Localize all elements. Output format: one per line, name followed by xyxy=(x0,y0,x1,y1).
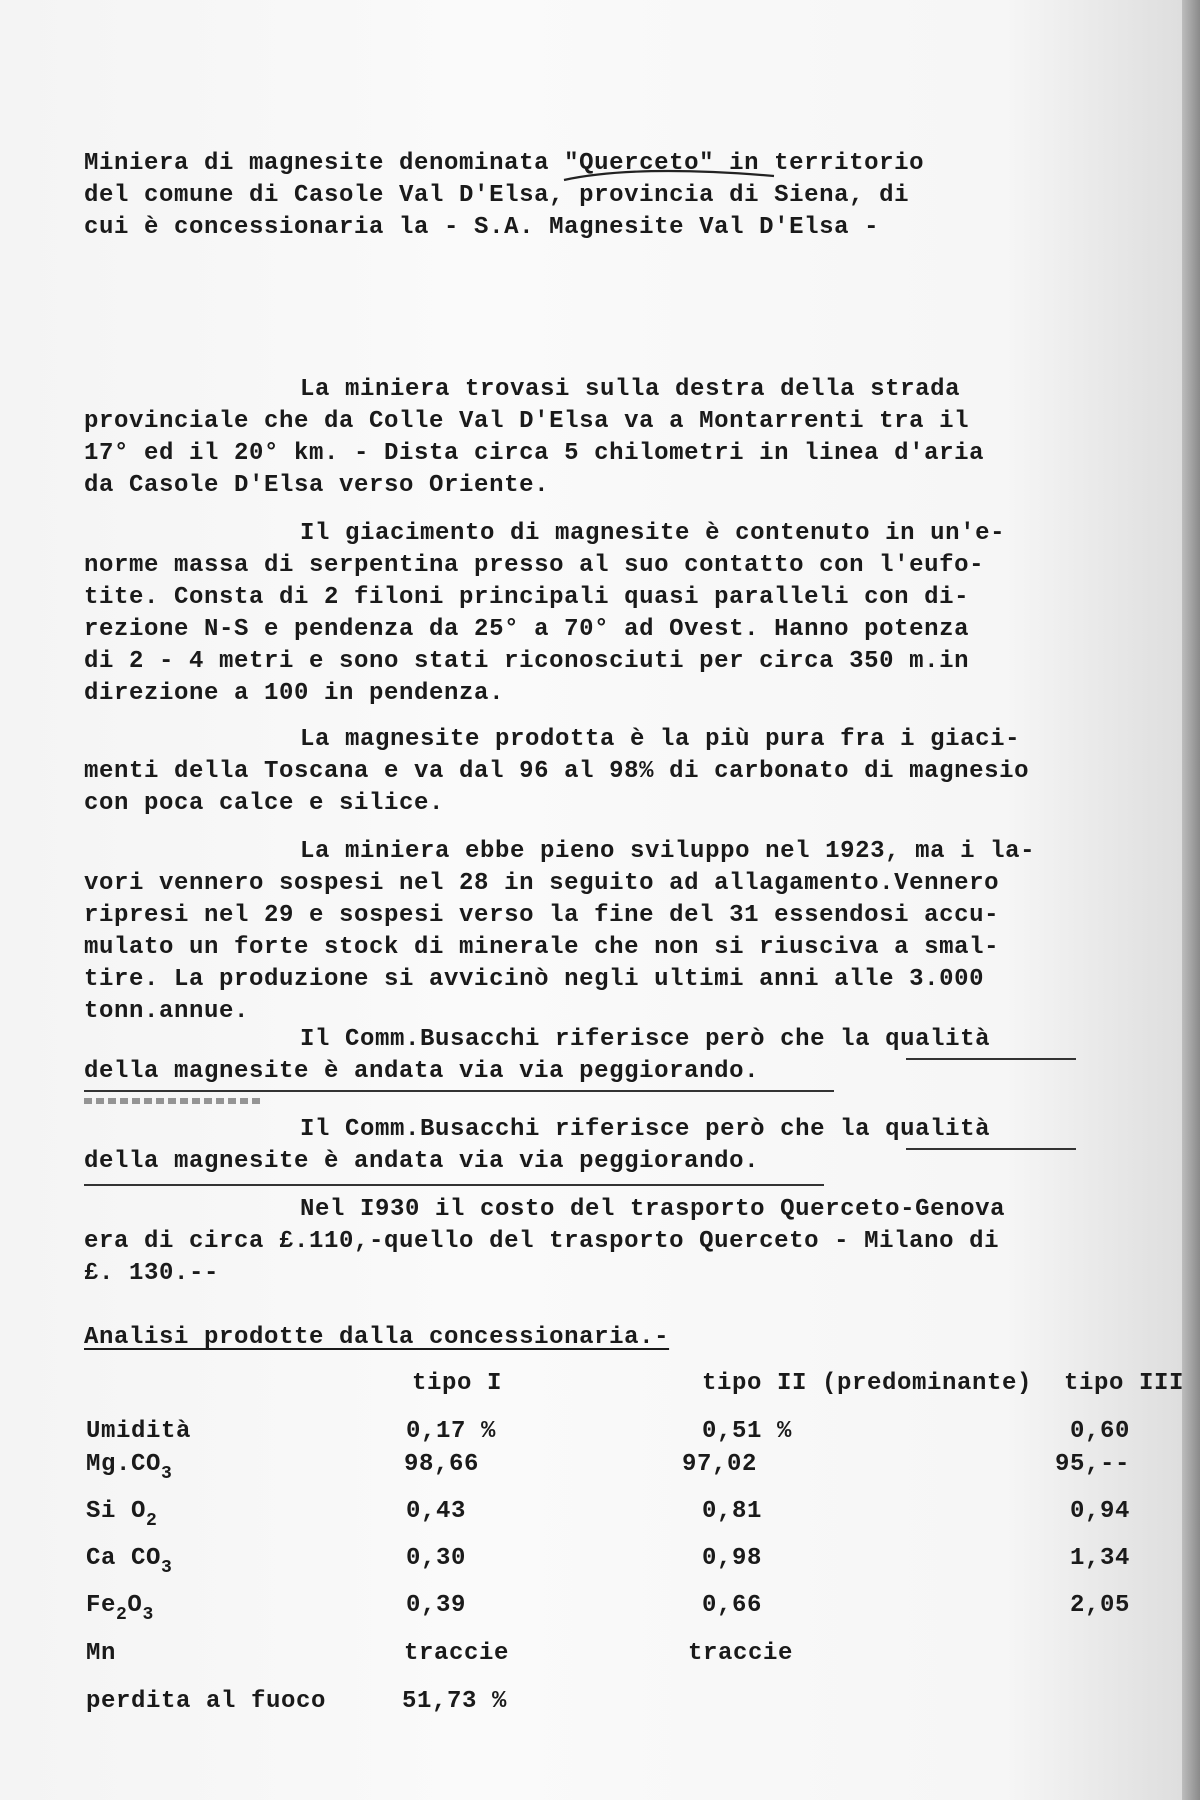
row-label: Mn xyxy=(86,1640,117,1667)
text-line: della magnesite è andata via via peggiorando. xyxy=(84,1148,760,1175)
text-line: Il Comm.Busacchi riferisce però che la qualità xyxy=(300,1116,991,1143)
underline-rule xyxy=(84,1090,834,1092)
paragraph-history xyxy=(84,836,1154,1028)
table-cell: 51,73 % xyxy=(402,1688,508,1715)
row-label: Umidità xyxy=(86,1418,192,1445)
table-cell: 95,-- xyxy=(1054,1451,1130,1478)
paragraph-location xyxy=(84,374,1154,502)
text-line: mulato un forte stock di minerale che non si riusciva a smal- xyxy=(84,934,1000,961)
table-cell: 97,02 xyxy=(682,1451,758,1478)
paragraph-quality-note xyxy=(84,1024,1154,1088)
text-line: menti della Toscana e va dal 96 al 98% di carbonato di magnesio xyxy=(84,758,1030,785)
text-line: Nel I930 il costo del trasporto Querceto-Genova xyxy=(300,1196,1006,1223)
text-line: La magnesite prodotta è la più pura fra i giaci- xyxy=(300,726,1021,753)
text-line: La miniera trovasi sulla destra della strada xyxy=(300,376,961,403)
text-line: £. 130.-- xyxy=(84,1260,220,1287)
table-cell: 0,43 xyxy=(406,1498,467,1525)
text-line: tire. La produzione si avvicinò negli ultimi anni alle 3.000 xyxy=(84,966,985,993)
page-shadow-edge xyxy=(1182,0,1200,1800)
row-label: $Mg.CO_3$ xyxy=(86,1451,173,1484)
table-cell: 0,39 xyxy=(406,1592,467,1619)
column-header: tipo I xyxy=(412,1370,503,1397)
row-label: Si $O_2$ xyxy=(86,1498,158,1531)
text-line: provinciale che da Colle Val D'Elsa va a Montarrenti tra il xyxy=(84,408,970,435)
table-cell: 1,34 xyxy=(1069,1545,1130,1572)
text-line: vori vennero sospesi nel 28 in seguito ad allagamento.Vennero xyxy=(84,870,1000,897)
table-cell: 0,17 % xyxy=(406,1418,497,1445)
row-label: Ca $CO_3$ xyxy=(86,1545,173,1578)
document-header xyxy=(84,148,1154,244)
underline-rule xyxy=(906,1148,1076,1150)
paragraph-quality-note-repeat xyxy=(84,1114,1154,1178)
text-line: direzione a 100 in pendenza. xyxy=(84,680,505,707)
handwritten-underline-mark xyxy=(560,168,780,186)
table-cell: 0,81 xyxy=(702,1498,763,1525)
table-cell: 98,66 xyxy=(404,1451,480,1478)
text-line: della magnesite è andata via via peggiorando. xyxy=(84,1058,760,1085)
table-cell: traccie xyxy=(688,1640,794,1667)
text-line: da Casole D'Elsa verso Oriente. xyxy=(84,472,550,499)
analysis-section xyxy=(84,1322,1154,1354)
row-label: perdita al fuoco xyxy=(86,1688,327,1715)
table-cell: 2,05 xyxy=(1069,1592,1130,1619)
table-cell: 0,51 % xyxy=(702,1418,793,1445)
column-header: tipo III xyxy=(1064,1370,1185,1397)
header-line: Miniera di magnesite denominata "Querceto" in territorio xyxy=(84,150,925,177)
text-line: Il giacimento di magnesite è contenuto in un'e- xyxy=(300,520,1006,547)
struck-through-text xyxy=(84,1098,264,1104)
text-line: rezione N-S e pendenza da 25° a 70° ad Ovest. Hanno potenza xyxy=(84,616,970,643)
text-line: con poca calce e silice. xyxy=(84,790,445,817)
header-line: cui è concessionaria la - S.A. Magnesite Val D'Elsa - xyxy=(84,214,880,241)
text-line: ripresi nel 29 e sospesi verso la fine del 31 essendosi accu- xyxy=(84,902,1000,929)
paragraph-transport-cost xyxy=(84,1194,1154,1290)
text-line: La miniera ebbe pieno sviluppo nel 1923, ma i la- xyxy=(300,838,1036,865)
text-line: di 2 - 4 metri e sono stati riconosciuti per circa 350 m.in xyxy=(84,648,970,675)
table-cell: 0,60 xyxy=(1069,1418,1130,1445)
paragraph-deposit xyxy=(84,518,1154,710)
underline-rule xyxy=(906,1058,1076,1060)
table-cell: traccie xyxy=(404,1640,510,1667)
analysis-title: Analisi prodotte dalla concessionaria.- xyxy=(84,1324,670,1351)
text-line: norme massa di serpentina presso al suo contatto con l'eufo- xyxy=(84,552,985,579)
header-line: del comune di Casole Val D'Elsa, provincia di Siena, di xyxy=(84,182,910,209)
table-cell: 0,98 xyxy=(702,1545,763,1572)
table-cell: 0,94 xyxy=(1069,1498,1130,1525)
text-line: 17° ed il 20° km. - Dista circa 5 chilometri in linea d'aria xyxy=(84,440,985,467)
table-cell: 0,66 xyxy=(702,1592,763,1619)
text-line: Il Comm.Busacchi riferisce però che la qualità xyxy=(300,1026,991,1053)
text-line: tite. Consta di 2 filoni principali quasi paralleli con di- xyxy=(84,584,970,611)
underline-rule xyxy=(84,1184,824,1186)
row-label: $Fe_2O_3$ xyxy=(86,1592,154,1625)
text-line: tonn.annue. xyxy=(84,998,250,1025)
column-header: tipo II (predominante) xyxy=(702,1370,1033,1397)
table-cell: 0,30 xyxy=(406,1545,467,1572)
paragraph-purity xyxy=(84,724,1154,820)
text-line: era di circa £.110,-quello del trasporto Querceto - Milano di xyxy=(84,1228,1000,1255)
